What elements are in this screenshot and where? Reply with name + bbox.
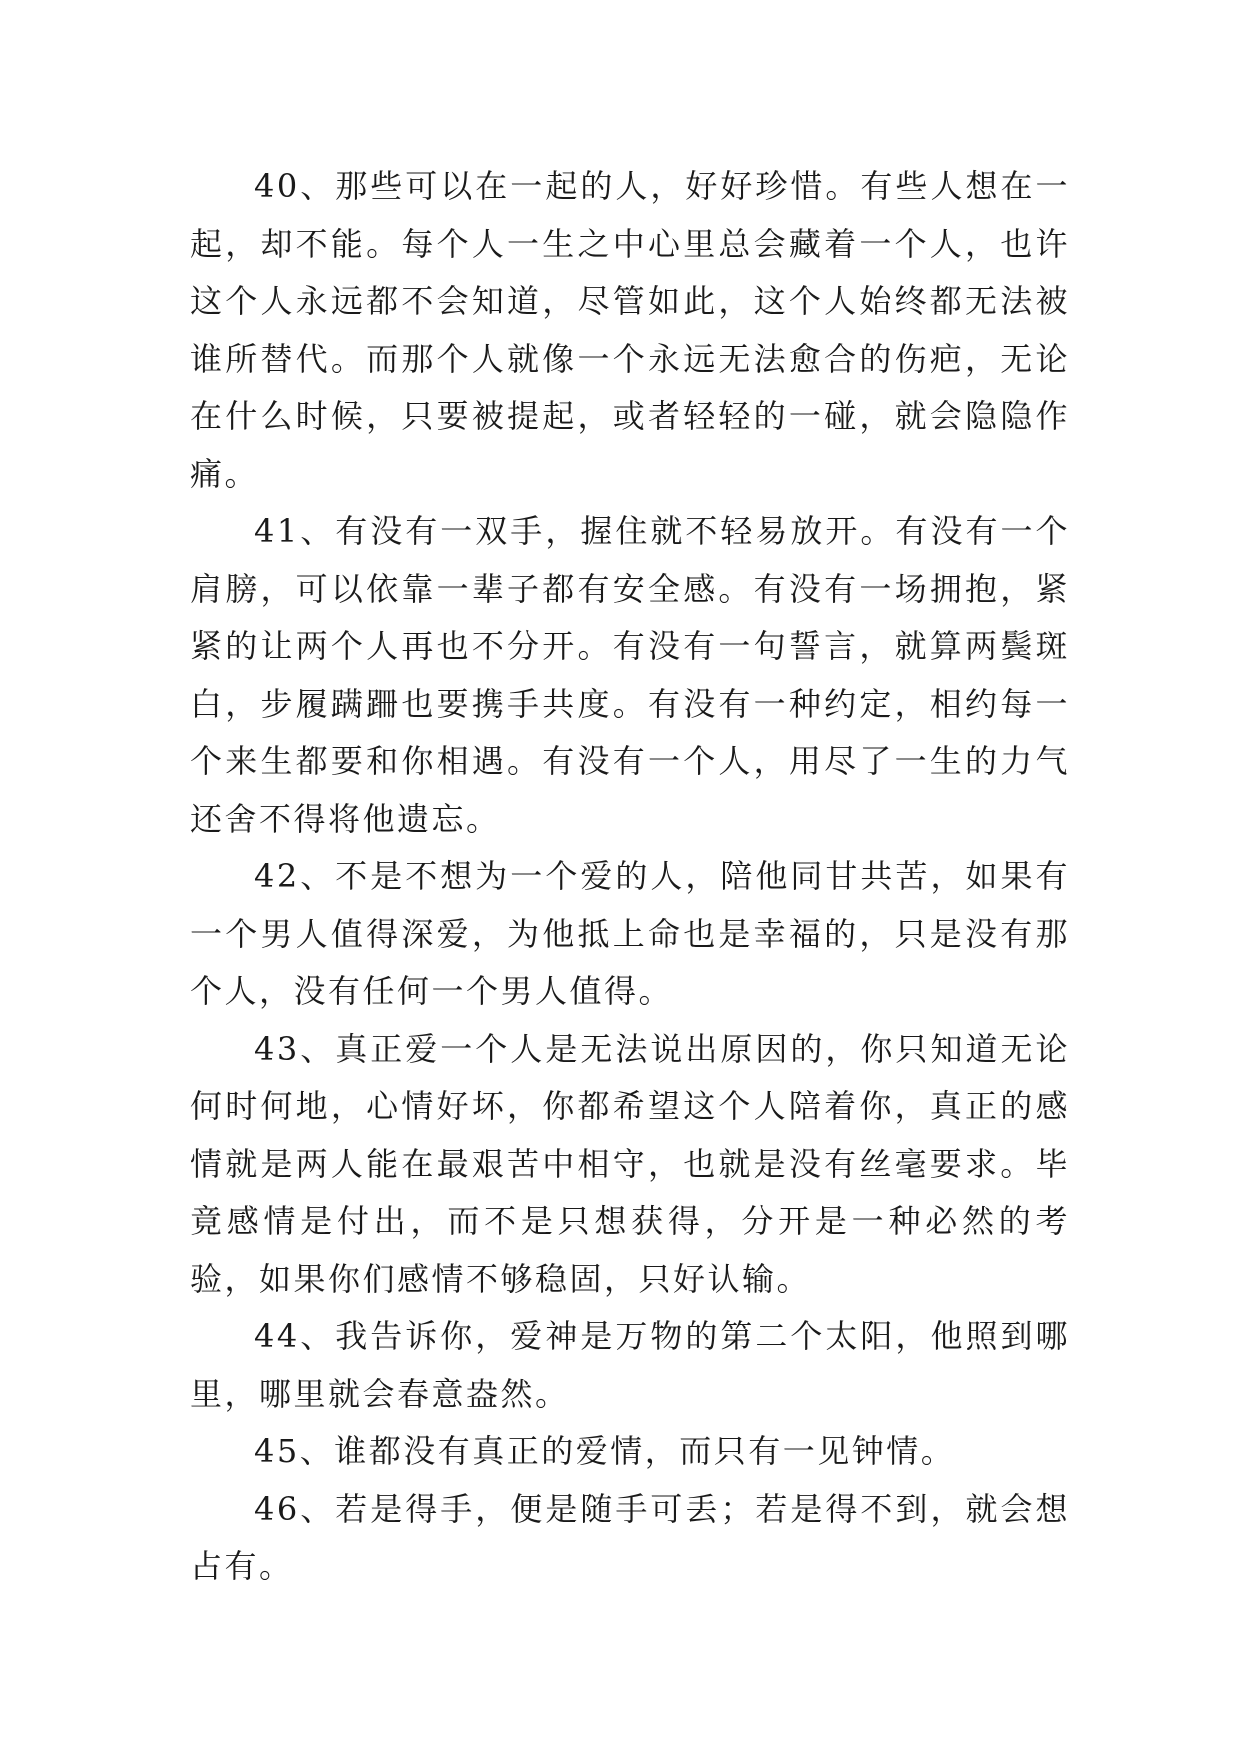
paragraph-44: 44、我告诉你，爱神是万物的第二个太阳，他照到哪里，哪里就会春意盎然。 bbox=[190, 1317, 1070, 1413]
paragraph-43: 43、真正爱一个人是无法说出原因的，你只知道无论何时何地，心情好坏，你都希望这个人陪着你，真正的感情就是两人能在最艰苦中相守，也就是没有丝毫要求。毕竟感情是付出，而不是只想获得，分开是一种必然的考验，如果你们感情不够稳固，只好认输。 bbox=[190, 1029, 1070, 1298]
paragraph-45: 45、谁都没有真正的爱情，而只有一见钟情。 bbox=[254, 1432, 956, 1470]
paragraph-41: 41、有没有一双手，握住就不轻易放开。有没有一个肩膀，可以依靠一辈子都有安全感。有没有一场拥抱，紧紧的让两个人再也不分开。有没有一句誓言，就算两鬓斑白，步履蹒跚也要携手共度。有没有一种约定，相约每一个来生都要和你相遇。有没有一个人，用尽了一生的力气还舍不得将他遗忘。 bbox=[190, 512, 1070, 838]
document-body bbox=[190, 158, 1070, 1596]
paragraph-42: 42、不是不想为一个爱的人，陪他同甘共苦，如果有一个男人值得深爱，为他抵上命也是幸福的，只是没有那个人，没有任何一个男人值得。 bbox=[190, 857, 1070, 1010]
paragraph-46: 46、若是得手，便是随手可丢；若是得不到，就会想占有。 bbox=[190, 1489, 1070, 1585]
paragraph-40: 40、那些可以在一起的人，好好珍惜。有些人想在一起，却不能。每个人一生之中心里总会藏着一个人，也许这个人永远都不会知道，尽管如此，这个人始终都无法被谁所替代。而那个人就像一个永远无法愈合的伤疤，无论在什么时候，只要被提起，或者轻轻的一碰，就会隐隐作痛。 bbox=[190, 167, 1070, 493]
